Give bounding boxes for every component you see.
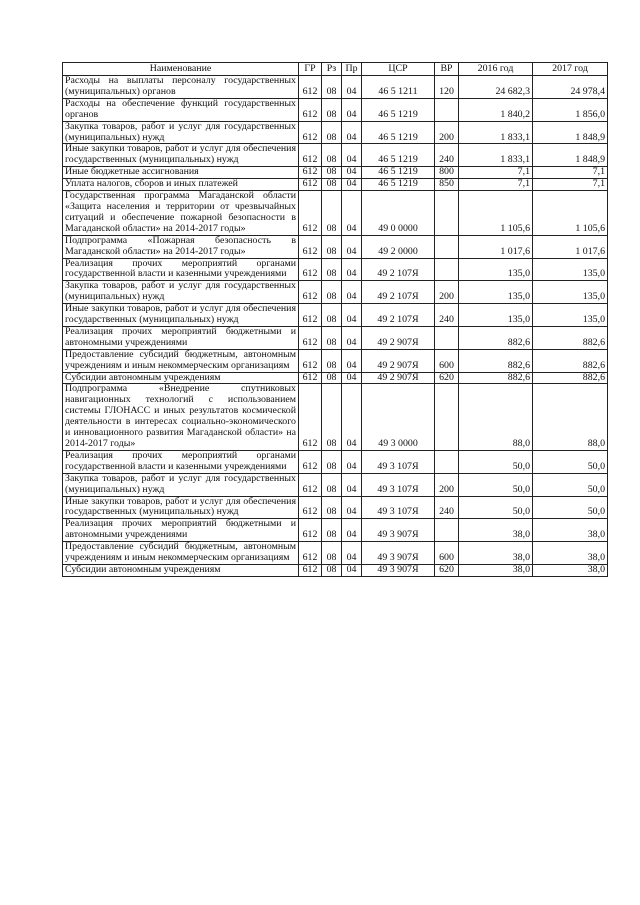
row-name: Закупка товаров, работ и услуг для государственных (муниципальных) нужд <box>63 121 299 144</box>
row-name: Реализация прочих мероприятий бюджетными и автономными учреждениями <box>63 519 299 542</box>
row-2017: 1 848,9 <box>533 144 608 167</box>
header-gr: ГР <box>299 63 322 76</box>
header-pr: Пр <box>342 63 362 76</box>
row-gr: 612 <box>299 384 322 450</box>
row-rz: 08 <box>322 144 342 167</box>
row-rz: 08 <box>322 191 342 236</box>
row-rz: 08 <box>322 179 342 191</box>
row-name: Реализация прочих мероприятий органами государственной власти и казенными учреждениями <box>63 450 299 473</box>
row-gr: 612 <box>299 121 322 144</box>
table-row <box>63 179 608 191</box>
row-pr: 04 <box>342 258 362 281</box>
row-2017: 50,0 <box>533 496 608 519</box>
row-csr: 49 2 0000 <box>362 235 435 258</box>
row-gr: 612 <box>299 450 322 473</box>
row-name: Подпрограмма «Внедрение спутниковых навигационных технологий с использованием системы ГЛОНАСС и иных результатов космической деятельности в интересах социально-экономического и инновационного развития Магаданской области» на 2014-2017 годы» <box>63 384 299 450</box>
row-2017: 38,0 <box>533 564 608 576</box>
row-name: Иные закупки товаров, работ и услуг для обеспечения государственных (муниципальных) нужд <box>63 304 299 327</box>
row-vr <box>435 191 459 236</box>
row-vr: 200 <box>435 281 459 304</box>
row-gr: 612 <box>299 191 322 236</box>
table-row <box>63 304 608 327</box>
row-2017: 882,6 <box>533 349 608 372</box>
row-csr: 49 2 107Я <box>362 304 435 327</box>
row-pr: 04 <box>342 235 362 258</box>
row-gr: 612 <box>299 372 322 384</box>
row-2017: 38,0 <box>533 542 608 565</box>
row-2016: 882,6 <box>459 372 533 384</box>
row-csr: 49 2 907Я <box>362 372 435 384</box>
budget-table-page <box>62 62 607 577</box>
row-2017: 882,6 <box>533 326 608 349</box>
row-pr: 04 <box>342 281 362 304</box>
row-2017: 882,6 <box>533 372 608 384</box>
row-name: Предоставление субсидий бюджетным, автономным учреждениям и иным некоммерческим организациям <box>63 349 299 372</box>
row-2016: 882,6 <box>459 326 533 349</box>
row-csr: 49 2 107Я <box>362 258 435 281</box>
row-name: Расходы на выплаты персоналу государственных (муниципальных) органов <box>63 76 299 99</box>
row-rz: 08 <box>322 564 342 576</box>
row-2017: 88,0 <box>533 384 608 450</box>
row-vr: 620 <box>435 564 459 576</box>
header-rz: Рз <box>322 63 342 76</box>
table-row <box>63 384 608 450</box>
row-vr: 600 <box>435 542 459 565</box>
row-rz: 08 <box>322 496 342 519</box>
row-csr: 46 5 1219 <box>362 144 435 167</box>
row-csr: 49 3 907Я <box>362 519 435 542</box>
row-name: Иные закупки товаров, работ и услуг для обеспечения государственных (муниципальных) нужд <box>63 144 299 167</box>
row-2016: 38,0 <box>459 564 533 576</box>
row-pr: 04 <box>342 144 362 167</box>
row-rz: 08 <box>322 473 342 496</box>
row-gr: 612 <box>299 326 322 349</box>
row-2017: 1 017,6 <box>533 235 608 258</box>
table-row <box>63 258 608 281</box>
row-2016: 135,0 <box>459 258 533 281</box>
row-vr: 600 <box>435 349 459 372</box>
table-row <box>63 349 608 372</box>
row-2016: 38,0 <box>459 519 533 542</box>
row-2017: 50,0 <box>533 450 608 473</box>
row-2016: 1 840,2 <box>459 98 533 121</box>
row-gr: 612 <box>299 349 322 372</box>
row-2016: 50,0 <box>459 473 533 496</box>
row-2016: 7,1 <box>459 167 533 179</box>
row-gr: 612 <box>299 564 322 576</box>
budget-table <box>62 62 608 577</box>
row-rz: 08 <box>322 98 342 121</box>
table-row <box>63 564 608 576</box>
row-csr: 49 3 0000 <box>362 384 435 450</box>
row-2017: 1 105,6 <box>533 191 608 236</box>
row-vr <box>435 258 459 281</box>
header-vr: ВР <box>435 63 459 76</box>
row-vr <box>435 384 459 450</box>
row-name: Предоставление субсидий бюджетным, автономным учреждениям и иным некоммерческим организациям <box>63 542 299 565</box>
row-gr: 612 <box>299 235 322 258</box>
row-vr: 850 <box>435 179 459 191</box>
row-vr: 620 <box>435 372 459 384</box>
row-vr: 240 <box>435 144 459 167</box>
row-rz: 08 <box>322 384 342 450</box>
table-row <box>63 326 608 349</box>
row-csr: 49 2 907Я <box>362 349 435 372</box>
row-csr: 49 0 0000 <box>362 191 435 236</box>
row-csr: 49 3 107Я <box>362 450 435 473</box>
row-rz: 08 <box>322 235 342 258</box>
row-gr: 612 <box>299 144 322 167</box>
row-vr: 800 <box>435 167 459 179</box>
row-name: Субсидии автономным учреждениям <box>63 564 299 576</box>
row-2016: 50,0 <box>459 450 533 473</box>
row-vr: 240 <box>435 304 459 327</box>
table-row <box>63 98 608 121</box>
row-2017: 24 978,4 <box>533 76 608 99</box>
row-vr <box>435 98 459 121</box>
row-name: Государственная программа Магаданской области «Защита населения и территории от чрезвычайных ситуаций и обеспечение пожарной безопасности в Магаданской области» на 2014-2017 годы» <box>63 191 299 236</box>
row-name: Расходы на обеспечение функций государственных органов <box>63 98 299 121</box>
table-row <box>63 167 608 179</box>
row-2016: 882,6 <box>459 349 533 372</box>
row-2017: 1 856,0 <box>533 98 608 121</box>
row-name: Реализация прочих мероприятий бюджетными и автономными учреждениями <box>63 326 299 349</box>
row-2017: 38,0 <box>533 519 608 542</box>
row-gr: 612 <box>299 496 322 519</box>
row-rz: 08 <box>322 542 342 565</box>
row-pr: 04 <box>342 121 362 144</box>
row-csr: 49 2 107Я <box>362 281 435 304</box>
row-csr: 46 5 1211 <box>362 76 435 99</box>
row-2016: 135,0 <box>459 281 533 304</box>
header-csr: ЦСР <box>362 63 435 76</box>
row-2017: 135,0 <box>533 258 608 281</box>
row-vr <box>435 519 459 542</box>
row-pr: 04 <box>342 191 362 236</box>
row-rz: 08 <box>322 304 342 327</box>
row-gr: 612 <box>299 519 322 542</box>
row-2016: 1 105,6 <box>459 191 533 236</box>
row-gr: 612 <box>299 473 322 496</box>
row-pr: 04 <box>342 349 362 372</box>
row-2016: 50,0 <box>459 496 533 519</box>
row-2016: 38,0 <box>459 542 533 565</box>
row-2017: 135,0 <box>533 281 608 304</box>
row-vr: 240 <box>435 496 459 519</box>
table-row <box>63 372 608 384</box>
table-row <box>63 542 608 565</box>
row-pr: 04 <box>342 384 362 450</box>
row-pr: 04 <box>342 167 362 179</box>
row-csr: 49 3 107Я <box>362 473 435 496</box>
table-row <box>63 191 608 236</box>
row-gr: 612 <box>299 281 322 304</box>
row-name: Подпрограмма «Пожарная безопасность в Магаданской области» на 2014-2017 годы» <box>63 235 299 258</box>
header-name: Наименование <box>63 63 299 76</box>
row-csr: 46 5 1219 <box>362 121 435 144</box>
row-name: Иные бюджетные ассигнования <box>63 167 299 179</box>
row-vr <box>435 326 459 349</box>
table-row <box>63 473 608 496</box>
row-2016: 88,0 <box>459 384 533 450</box>
row-rz: 08 <box>322 281 342 304</box>
row-pr: 04 <box>342 98 362 121</box>
row-vr: 200 <box>435 121 459 144</box>
row-csr: 46 5 1219 <box>362 98 435 121</box>
row-rz: 08 <box>322 519 342 542</box>
row-rz: 08 <box>322 76 342 99</box>
row-2016: 1 833,1 <box>459 121 533 144</box>
row-2017: 7,1 <box>533 167 608 179</box>
row-vr: 120 <box>435 76 459 99</box>
row-gr: 612 <box>299 98 322 121</box>
row-csr: 49 3 107Я <box>362 496 435 519</box>
table-row <box>63 281 608 304</box>
table-row <box>63 144 608 167</box>
row-vr <box>435 450 459 473</box>
row-csr: 49 2 907Я <box>362 326 435 349</box>
row-2016: 24 682,3 <box>459 76 533 99</box>
row-pr: 04 <box>342 304 362 327</box>
table-row <box>63 519 608 542</box>
row-csr: 46 5 1219 <box>362 179 435 191</box>
row-vr: 200 <box>435 473 459 496</box>
row-csr: 46 5 1219 <box>362 167 435 179</box>
row-rz: 08 <box>322 450 342 473</box>
header-2016: 2016 год <box>459 63 533 76</box>
row-2017: 1 848,9 <box>533 121 608 144</box>
header-2017: 2017 год <box>533 63 608 76</box>
row-name: Закупка товаров, работ и услуг для государственных (муниципальных) нужд <box>63 473 299 496</box>
row-gr: 612 <box>299 179 322 191</box>
row-gr: 612 <box>299 167 322 179</box>
row-name: Реализация прочих мероприятий органами государственной власти и казенными учреждениями <box>63 258 299 281</box>
row-2016: 1 017,6 <box>459 235 533 258</box>
row-csr: 49 3 907Я <box>362 542 435 565</box>
row-pr: 04 <box>342 76 362 99</box>
row-name: Иные закупки товаров, работ и услуг для обеспечения государственных (муниципальных) нужд <box>63 496 299 519</box>
row-csr: 49 3 907Я <box>362 564 435 576</box>
table-row <box>63 76 608 99</box>
row-pr: 04 <box>342 564 362 576</box>
row-pr: 04 <box>342 542 362 565</box>
table-row <box>63 235 608 258</box>
row-rz: 08 <box>322 349 342 372</box>
table-row <box>63 121 608 144</box>
row-name: Уплата налогов, сборов и иных платежей <box>63 179 299 191</box>
row-gr: 612 <box>299 542 322 565</box>
table-row <box>63 496 608 519</box>
row-2016: 7,1 <box>459 179 533 191</box>
row-2016: 1 833,1 <box>459 144 533 167</box>
row-pr: 04 <box>342 450 362 473</box>
row-pr: 04 <box>342 179 362 191</box>
table-row <box>63 450 608 473</box>
row-rz: 08 <box>322 372 342 384</box>
row-2017: 7,1 <box>533 179 608 191</box>
row-pr: 04 <box>342 519 362 542</box>
row-pr: 04 <box>342 326 362 349</box>
row-rz: 08 <box>322 258 342 281</box>
row-pr: 04 <box>342 473 362 496</box>
row-rz: 08 <box>322 167 342 179</box>
row-gr: 612 <box>299 258 322 281</box>
row-rz: 08 <box>322 121 342 144</box>
row-2016: 135,0 <box>459 304 533 327</box>
row-name: Субсидии автономным учреждениям <box>63 372 299 384</box>
row-gr: 612 <box>299 304 322 327</box>
row-gr: 612 <box>299 76 322 99</box>
row-vr <box>435 235 459 258</box>
row-pr: 04 <box>342 372 362 384</box>
table-header-row <box>63 63 608 76</box>
row-pr: 04 <box>342 496 362 519</box>
row-2017: 135,0 <box>533 304 608 327</box>
row-rz: 08 <box>322 326 342 349</box>
row-2017: 50,0 <box>533 473 608 496</box>
row-name: Закупка товаров, работ и услуг для государственных (муниципальных) нужд <box>63 281 299 304</box>
